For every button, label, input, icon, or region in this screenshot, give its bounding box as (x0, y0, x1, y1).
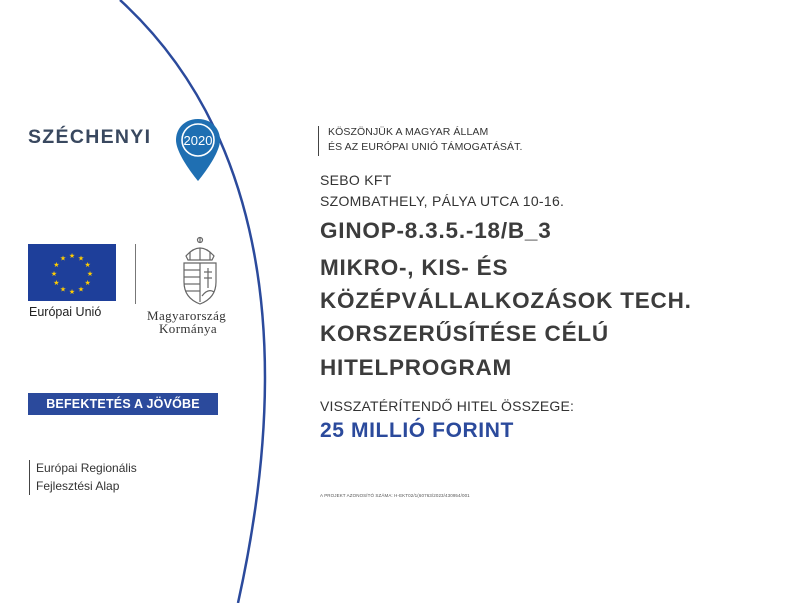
loan-amount-value: 25 MILLIÓ FORINT (320, 419, 514, 442)
svg-text:★: ★ (86, 270, 94, 278)
svg-text:★: ★ (53, 279, 60, 287)
invest-badge: BEFEKTETÉS A JÖVŐBE (28, 393, 218, 415)
svg-text:★: ★ (68, 288, 76, 296)
thanks-text-line1: KÖSZÖNJÜK A MAGYAR ÁLLAM (328, 126, 489, 138)
szechenyi-year: 2020 (183, 133, 213, 148)
thanks-text-line2: ÉS AZ EURÓPAI UNIÓ TÁMOGATÁSÁT. (328, 141, 523, 153)
svg-text:★: ★ (59, 285, 67, 294)
fund-label-line2: Fejlesztési Alap (36, 479, 120, 493)
loan-amount-label: VISSZATÉRÍTENDŐ HITEL ÖSSZEGE: (320, 398, 575, 414)
svg-text:★: ★ (84, 261, 91, 269)
fund-label-line1: Európai Regionális (36, 461, 137, 475)
svg-text:★: ★ (50, 270, 58, 278)
szechenyi-2020-logo (28, 117, 228, 187)
svg-text:★: ★ (84, 279, 91, 287)
government-label-line1: Magyarország (147, 308, 227, 323)
svg-text:★: ★ (77, 285, 85, 294)
logo-divider (135, 244, 136, 304)
program-title-line: KORSZERŰSÍTÉSE CÉLÚ (320, 321, 609, 346)
svg-text:★: ★ (59, 254, 67, 263)
svg-text:★: ★ (53, 261, 60, 269)
government-label-line2: Kormánya (159, 321, 218, 336)
program-title-line: MIKRO-, KIS- ÉS (320, 255, 509, 280)
szechenyi-wordmark: SZÉCHENYI (28, 126, 152, 148)
project-id: A PROJEKT AZONOSÍTÓ SZÁMA: H-EKT02/1(60763/2023/430954/001 (320, 493, 470, 498)
map-pin-icon (173, 117, 223, 183)
program-title-line: KÖZÉPVÁLLALKOZÁSOK TECH. (320, 288, 692, 313)
eu-flag-icon (28, 244, 116, 301)
thanks-divider (318, 126, 319, 156)
company-address: SZOMBATHELY, PÁLYA UTCA 10-16. (320, 193, 565, 209)
fund-divider (29, 460, 30, 495)
program-title-line: GINOP-8.3.5.-18/B_3 (320, 218, 552, 243)
svg-text:★: ★ (68, 252, 76, 260)
program-title-line: HITELPROGRAM (320, 355, 513, 380)
svg-text:★: ★ (77, 254, 85, 263)
hungarian-coat-of-arms-icon (177, 234, 223, 306)
eu-label: Európai Unió (29, 305, 102, 319)
company-name: SEBO KFT (320, 172, 392, 188)
